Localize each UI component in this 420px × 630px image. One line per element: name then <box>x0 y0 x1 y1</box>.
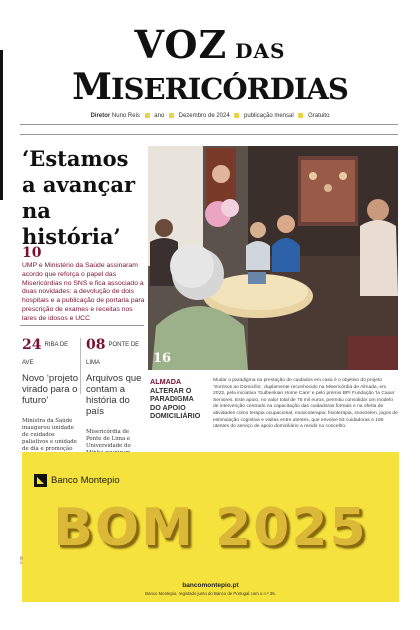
masthead-line2 <box>0 66 420 108</box>
brief-title: Novo ‘projeto virado para o futuro’ <box>22 373 78 406</box>
montepio-logo-icon <box>34 474 47 487</box>
feature-title: ALTERAR O PARADIGMA DO APOIO DOMICILIÁRIO <box>150 385 201 421</box>
brief-text: Misericórdia de Ponte de Lima e Universidade do <box>86 429 131 449</box>
feature-photo-illustration <box>148 146 398 370</box>
masthead <box>0 8 420 110</box>
brief-page-number: 08 <box>86 337 106 353</box>
brief-text: Ministra da Saúde inaugurou unidade de cuidados paliativos e unidade de dia e promoção <box>22 418 77 452</box>
briefs-rule <box>20 325 144 326</box>
frequency: publicação mensal <box>244 113 294 120</box>
feature-caption: Mudar o paradigma na prestação de cuidados em casa é o objetivo do projeto ‘Sorrisos ao Domicílio’, duplamente reconhecido na Misericórdia de Almada, em 2023, pela iniciativa ‘Gulbenkian Home Care’ e pelo prémio BPI Fundação ‘la Caixa’ Seniores. Este apoio, no valor total de 75 mil euros, permitiu consolidar um modelo de intervenção centrado na capacitação das cuidadoras formais e na oferta de atividades como terapia ocupacional, musicoterapia, fisioterapia, snoezelen, jogos de estimulação cognitiva e visitas entre utentes, que envolve 53 cuidadoras e 185 utentes do serviço de apoio domiciliário a residir no concelho. <box>213 378 398 430</box>
separator-dot <box>298 113 303 118</box>
masthead-das: DAS <box>227 39 286 63</box>
feature-headline[interactable] <box>150 378 206 421</box>
ad-brand-logo <box>34 474 120 487</box>
brief-kicker: PONTE DE LIMA <box>86 342 140 366</box>
issue-date: Dezembro de 2024 <box>178 113 230 120</box>
issue-info-line <box>0 113 420 119</box>
column-divider <box>80 338 81 394</box>
masthead-isericordias: ISERICÓRDIAS <box>110 72 348 106</box>
year-label: ano <box>154 113 165 120</box>
masthead-rule <box>20 124 398 125</box>
ad-fine-print: Banco Montepio, registado junto do Banco de Portugal com o n.º 36. <box>145 591 276 596</box>
director-name: Nuno Reis <box>111 113 140 120</box>
feature-photo <box>148 146 398 370</box>
content-top-rule <box>20 134 398 135</box>
ad-slogan: BOM 2025 <box>53 498 368 558</box>
lead-page-number: 10 <box>22 245 42 261</box>
brief-kicker: RIBA DE AVE <box>22 342 69 366</box>
lead-headline[interactable]: ‘Estamos a avançar na história’ <box>22 146 136 249</box>
lead-body: UMP e Ministério da Saúde assinaram acordo que reforça o papel das Misericórdias no SNS e fica associado a duas novidades: a devolução de dois hospitais e a publicação de portaria para prescrição de exames e receitas nos lares de idosos e UCC <box>22 262 145 322</box>
masthead-line1 <box>0 22 420 67</box>
feature-page-number: 16 <box>153 351 172 366</box>
masthead-m: M <box>72 66 111 108</box>
ad-brand: Banco Montepio <box>51 475 120 487</box>
ad-url[interactable]: bancomontepio.pt <box>182 582 239 589</box>
price: Gratuito <box>308 113 330 120</box>
masthead-voz: VOZ <box>134 22 228 67</box>
ad-code: P 08 <box>19 556 24 564</box>
brief-page-number: 24 <box>22 337 42 353</box>
director-label: Diretor <box>90 113 111 120</box>
separator-dot <box>169 113 174 118</box>
brief-riba-de-ave[interactable] <box>22 336 80 467</box>
separator-dot <box>145 113 150 118</box>
brief-title: Arquivos que contam a história do país <box>86 373 142 417</box>
separator-dot <box>234 113 239 118</box>
banco-montepio-ad[interactable] <box>19 452 399 602</box>
feature-place: ALMADA <box>150 377 182 386</box>
